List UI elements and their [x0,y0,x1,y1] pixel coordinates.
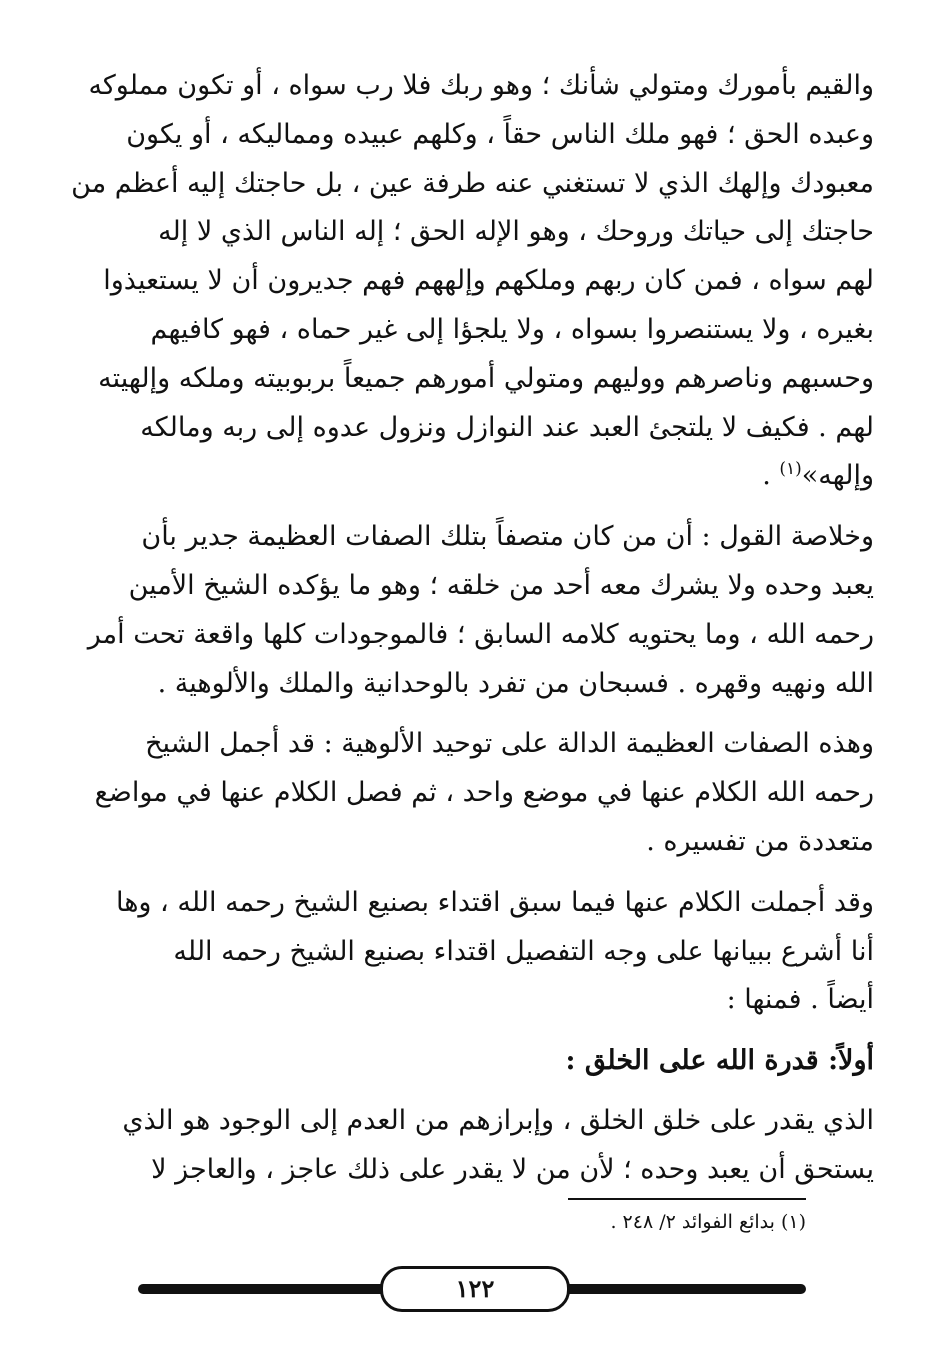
text-line: يستحق أن يعبد وحده ؛ لأن من لا يقدر على ذلك عاجز ، والعاجز لا [151,1153,874,1185]
footer-rule-left [138,1284,406,1294]
text-line: وعبده الحق ؛ فهو ملك الناس حقاً ، وكلهم عبيده ومماليكه ، أو يكون [126,118,874,150]
text-line: معبودك وإلهك الذي لا تستغني عنه طرفة عين ، بل حاجتك إليه أعظم من [71,167,874,199]
paragraph-5 [70,1097,874,1195]
paragraph-1 [70,62,874,501]
text-line: الله ونهيه وقهره . فسبحان من تفرد بالوحدانية والملك والألوهية . [157,667,874,699]
text-line: وحسبهم وناصرهم ووليهم ومتولي أمورهم جميعاً بربوبيته وملكه وإلهيته [98,362,874,394]
text-line: لهم . فكيف لا يلتجئ العبد عند النوازل ونزول عدوه إلى ربه ومالكه [140,411,874,443]
text-line: يعبد وحده ولا يشرك معه أحد من خلقه ؛ وهو ما يؤكده الشيخ الأمين [128,569,874,601]
text-line: أيضاً . فمنها : [726,984,874,1016]
text-line: وقد أجملت الكلام عنها فيما سبق اقتداء بصنيع الشيخ رحمه الله ، وها [115,886,874,918]
text-line: وهذه الصفات العظيمة الدالة على توحيد الألوهية : قد أجمل الشيخ [145,728,874,760]
text-line: وخلاصة القول : أن من كان متصفاً بتلك الصفات العظيمة جدير بأن [141,521,874,553]
text-line: بغيره ، ولا يستنصروا بسواه ، ولا يلجؤا إلى غير حماه ، فهو كافيهم [150,313,874,345]
text-line: متعددة من تفسيره . [646,825,874,857]
footnote-divider [568,1198,806,1200]
text-line: حاجتك إلى حياتك وروحك ، وهو الإله الحق ؛ إله الناس الذي لا إله [158,216,874,248]
footnote-reference[interactable]: (١) [779,459,802,480]
footer-rule-right [538,1284,806,1294]
text-line: أنا أشرع ببيانها على وجه التفصيل اقتداء بصنيع الشيخ رحمه الله [173,935,874,967]
paragraph-2 [70,513,874,708]
section-heading: أولاً: قدرة الله على الخلق : [565,1045,874,1077]
page-number: ١٢٢ [380,1266,570,1312]
text-fragment: وإلهه» [801,460,874,492]
text-line: رحمه الله ، وما يحتويه كلامه السابق ؛ فالموجودات كلها واقعة تحت أمر [87,618,874,650]
text-line: والقيم بأمورك ومتولي شأنك ؛ وهو ربك فلا رب سواه ، أو تكون مملوكه [88,70,874,101]
footnote-text: (١) بدائع الفوائد ٢/ ٢٤٨ . [610,1211,806,1233]
text-fragment: . [762,460,780,492]
text-line-last [70,452,874,501]
page-footer-ornament [138,1266,806,1312]
paragraph-4 [70,879,874,1025]
text-line: رحمه الله الكلام عنها في موضع واحد ، ثم فصل الكلام عنها في مواضع [94,777,874,809]
paragraph-3 [70,720,874,866]
page-body [70,62,874,1207]
text-line: لهم سواه ، فمن كان ربهم وملكهم وإلههم فهم جديرون أن لا يستعيذوا [103,265,874,297]
text-line: الذي يقدر على خلق الخلق ، وإبرازهم من العدم إلى الوجود هو الذي [122,1105,874,1137]
